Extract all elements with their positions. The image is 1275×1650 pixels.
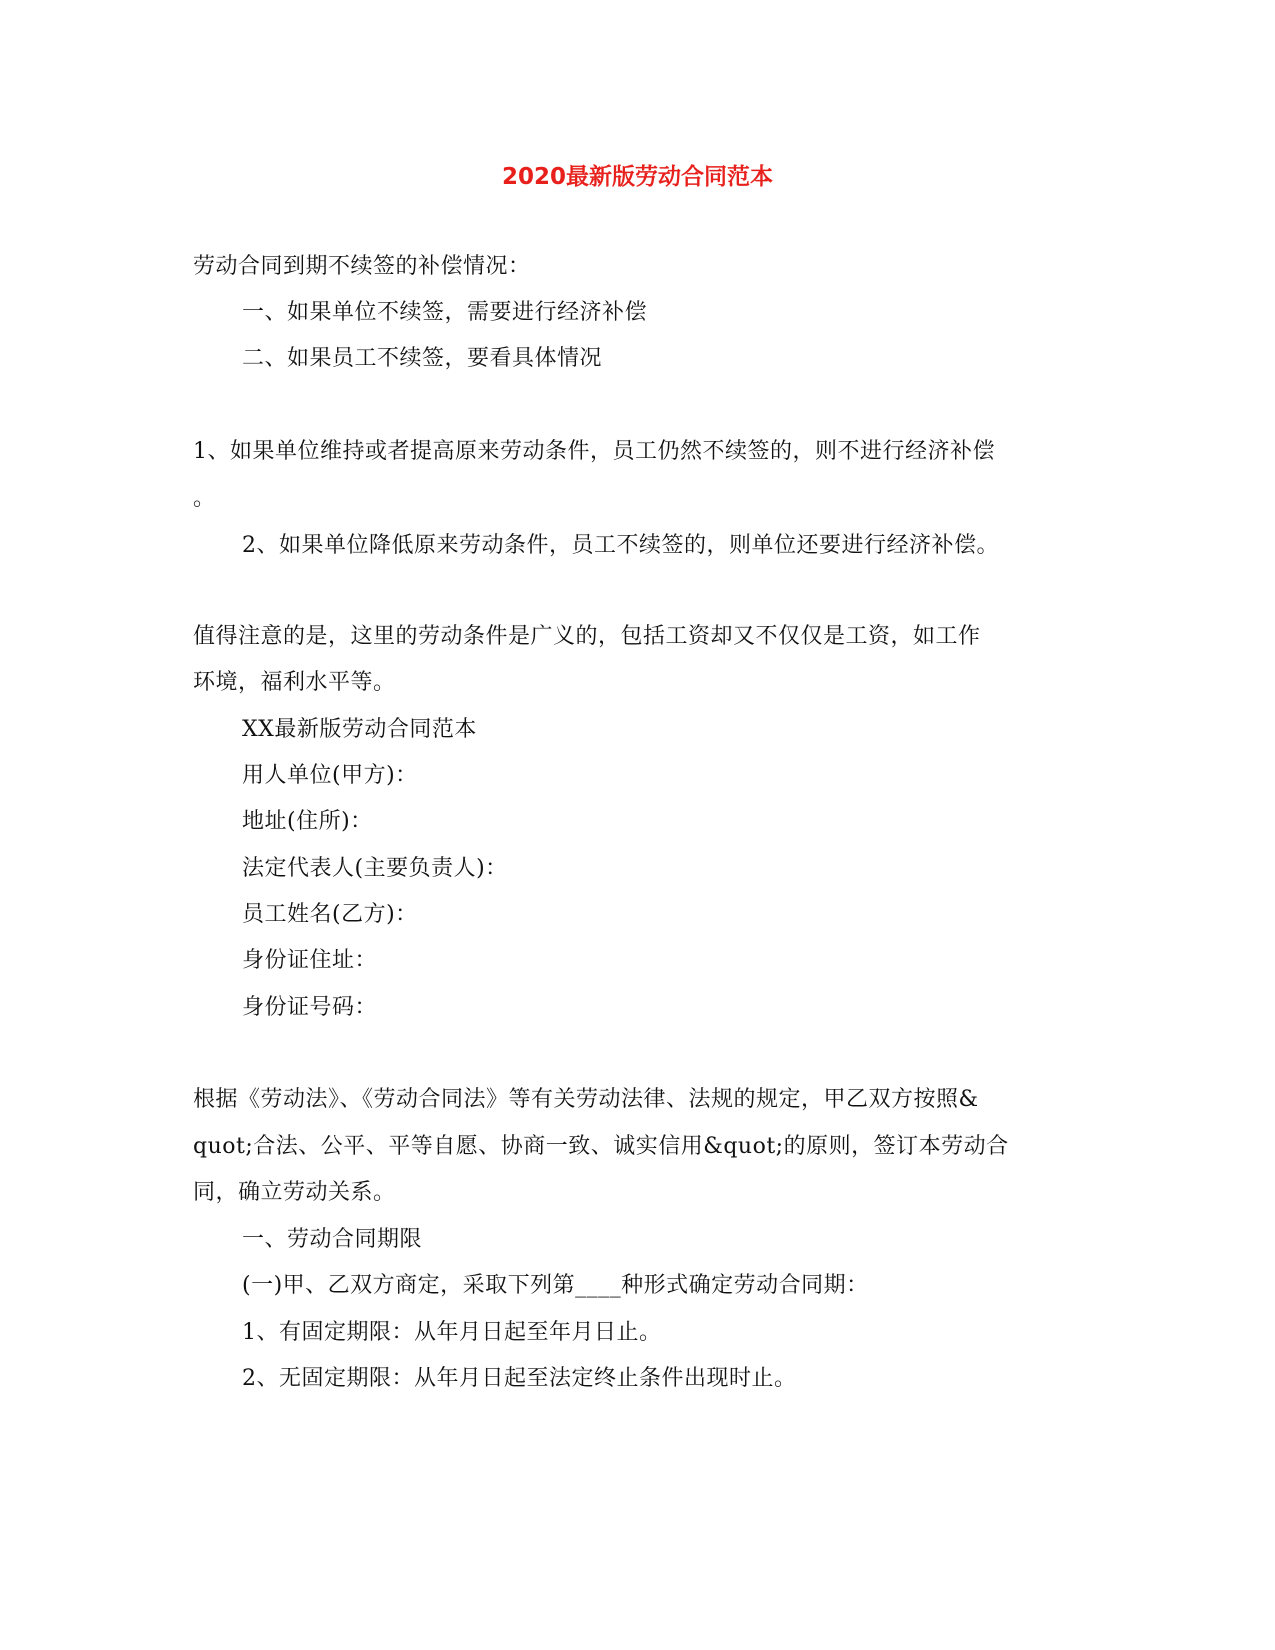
paragraph-line: 法定代表人(主要负责人)： [242,856,508,881]
paragraph-line: 用人单位(甲方)： [242,763,418,788]
document-title: 2020最新版劳动合同范本 [501,164,773,190]
paragraph-line: XX最新版劳动合同范本 [242,717,477,742]
paragraph-line: 同，确立劳动关系。 [193,1180,396,1205]
paragraph-line: (一)甲、乙双方商定，采取下列第____种形式确定劳动合同期： [242,1273,869,1298]
paragraph-line: 劳动合同到期不续签的补偿情况： [193,254,531,279]
paragraph-line: quot;合法、公平、平等自愿、协商一致、诚实信用&quot;的原则，签订本劳动合 [193,1134,1009,1159]
paragraph-line: 根据《劳动法》、《劳动合同法》等有关劳动法律、法规的规定，甲乙双方按照& [193,1087,979,1112]
paragraph-line: 1、有固定期限：从年月日起至年月日止。 [242,1320,662,1345]
paragraph-line: 2、无固定期限：从年月日起至法定终止条件出现时止。 [242,1366,797,1391]
paragraph-line: 1、如果单位维持或者提高原来劳动条件，员工仍然不续签的，则不进行经济补偿 [193,439,995,464]
paragraph-line: 环境，福利水平等。 [193,670,396,695]
paragraph-line: 。 [193,486,216,511]
section-heading: 一、劳动合同期限 [242,1227,423,1252]
paragraph-line: 员工姓名(乙方)： [242,902,418,927]
paragraph-line: 值得注意的是，这里的劳动条件是广义的，包括工资却又不仅仅是工资，如工作 [193,624,981,649]
paragraph-line: 身份证住址： [242,948,378,973]
paragraph-line: 地址(住所)： [242,809,373,834]
paragraph-line: 2、如果单位降低原来劳动条件，员工不续签的，则单位还要进行经济补偿。 [242,533,999,558]
paragraph-line: 身份证号码： [242,995,378,1020]
paragraph-line: 一、如果单位不续签，需要进行经济补偿 [242,300,648,325]
paragraph-line: 二、如果员工不续签，要看具体情况 [242,346,603,371]
